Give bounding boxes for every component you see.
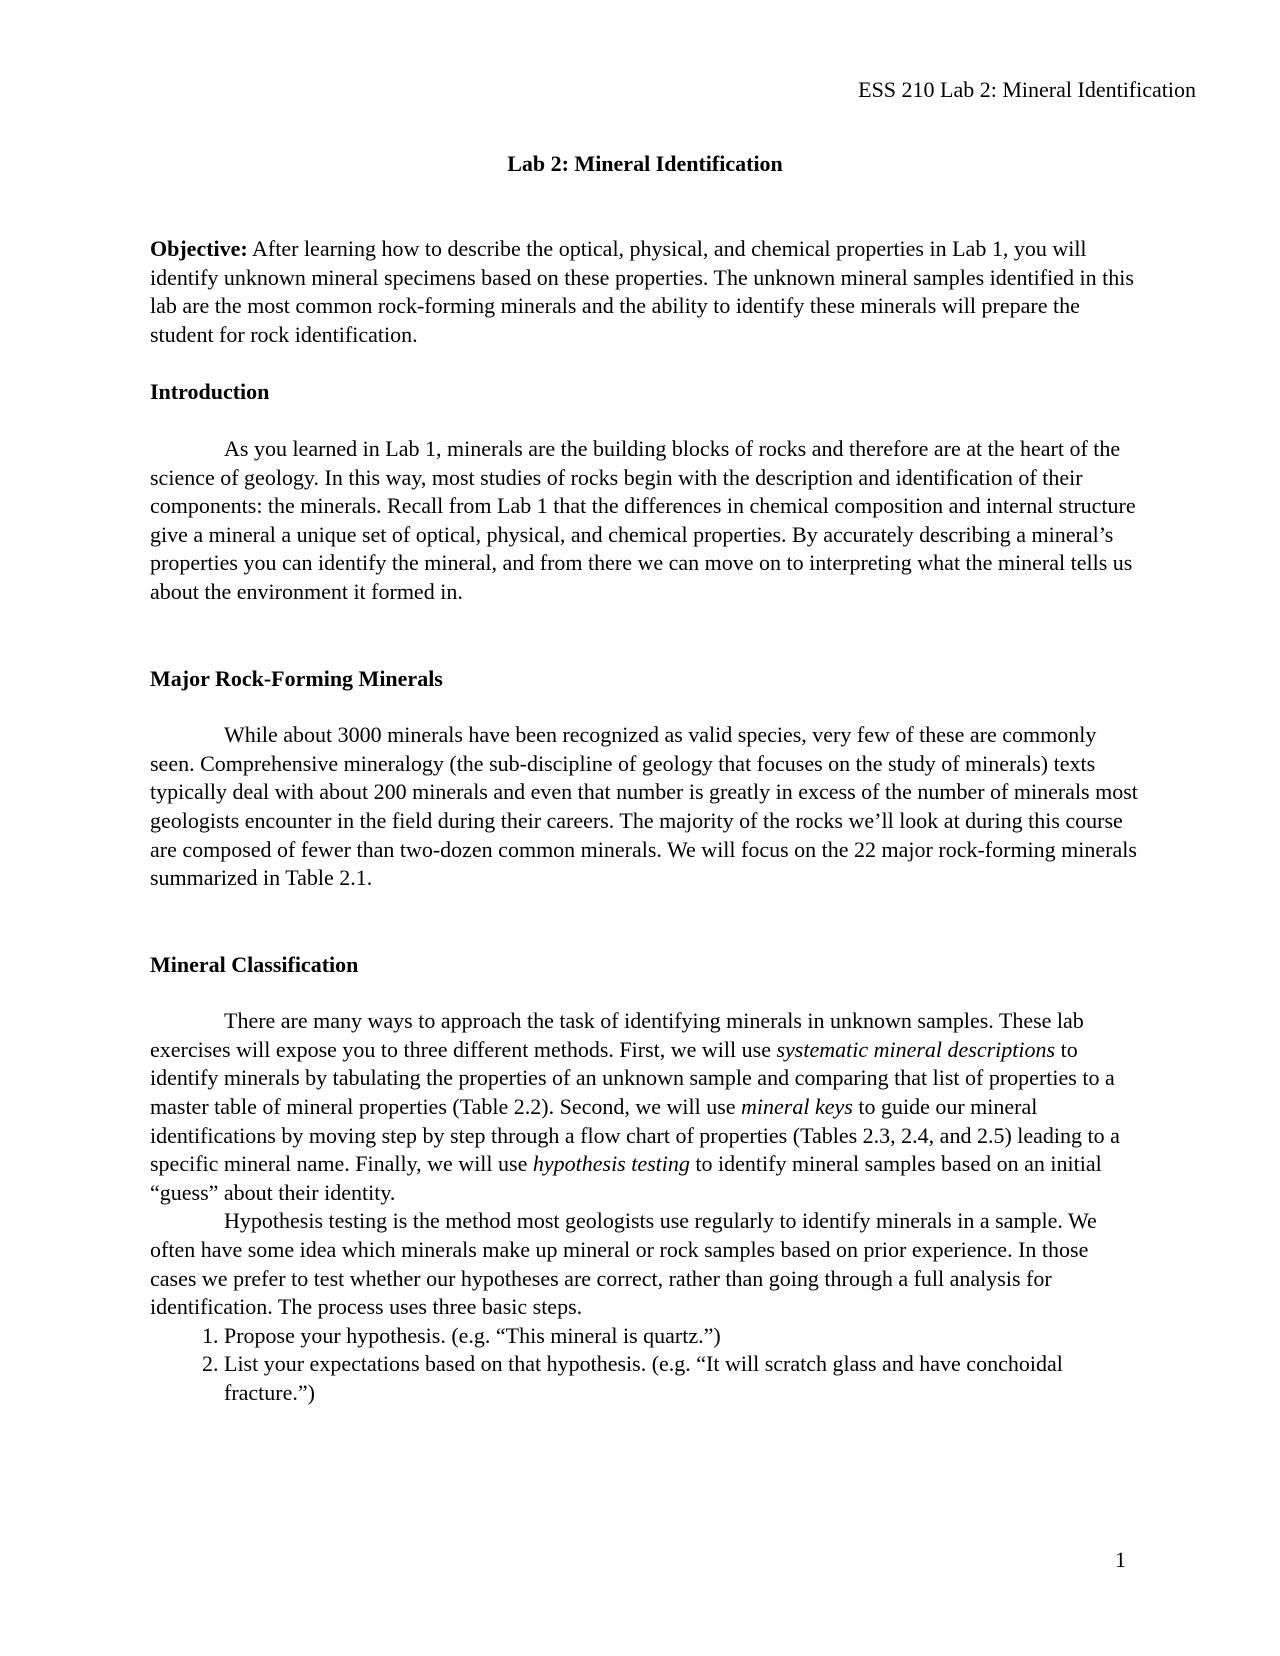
running-header: ESS 210 Lab 2: Mineral Identification [858,77,1196,102]
classification-paragraph-1 [150,1007,1140,1207]
classification-paragraph-2: Hypothesis testing is the method most geologists use regularly to identify minerals in a sample. We often have some idea which minerals make up mineral or rock samples based on prior experience. In those cases we prefer to test whether our hypotheses are correct, rather than going through a full analysis for identification. The process uses three basic steps. [150,1208,1097,1320]
document-body [150,150,1140,1408]
mineral-keys-term: mineral keys [741,1094,853,1120]
objective-text: After learning how to describe the optical, physical, and chemical properties in Lab 1, you will identify unknown mineral specimens based on these properties. The unknown mineral samples identified in this lab are the most common rock-forming minerals and the ability to identify these minerals will prepare the student for rock identification. [150,236,1134,347]
systematic-descriptions-term: systematic mineral descriptions [776,1036,1056,1062]
list-item: 1. Propose your hypothesis. (e.g. “This mineral is quartz.”) [224,1322,1140,1351]
objective-label: Objective: [150,236,248,261]
classification-text-b: to identify minerals by tabulating the properties of an unknown sample and comparing that list of properties to a master table of mineral properties (Table 2.2). Second, we will use [150,1036,1115,1120]
classification-text-c: to guide our mineral identifications by moving step by step through a flow chart of properties (Tables 2.3, 2.4, and 2.5) leading to a specific mineral name. Finally, we will use [150,1094,1120,1177]
major-minerals-paragraph: While about 3000 minerals have been recognized as valid species, very few of these are commonly seen. Comprehensive mineralogy (the sub-discipline of geology that focuses on the study of minerals) texts typically deal with about 200 minerals and even that number is greatly in excess of the number of minerals most geologists encounter in the field during their careers. The majority of the rocks we’ll look at during this course are composed of fewer than two-dozen common minerals. We will focus on the 22 major rock-forming minerals summarized in Table 2.1. [150,722,1138,891]
classification-text-d: to identify mineral samples based on an initial “guess” about their identity. [150,1151,1102,1205]
list-item: 2. List your expectations based on that hypothesis. (e.g. “It will scratch glass and have conchoidal fracture.”) [224,1350,1140,1407]
objective-paragraph [150,235,1140,349]
introduction-heading: Introduction [150,379,270,405]
classification-text-a: There are many ways to approach the task of identifying minerals in unknown samples. These lab exercises will expose you to three different methods. First, we will use [150,1008,1084,1062]
hypothesis-steps-list [150,1322,1140,1408]
document-title: Lab 2: Mineral Identification [507,151,783,176]
classification-heading: Mineral Classification [150,951,359,977]
introduction-paragraph: As you learned in Lab 1, minerals are the building blocks of rocks and therefore are at the heart of the science of geology. In this way, most studies of rocks begin with the description and identification of their components: the minerals. Recall from Lab 1 that the differences in chemical composition and internal structure give a mineral a unique set of optical, physical, and chemical properties. By accurately describing a mineral’s properties you can identify the mineral, and from there we can move on to interpreting what the mineral tells us about the environment it formed in. [150,435,1136,604]
hypothesis-testing-term: hypothesis testing [532,1151,690,1177]
page-number: 1 [1115,1547,1126,1572]
major-minerals-heading: Major Rock-Forming Minerals [150,665,443,691]
